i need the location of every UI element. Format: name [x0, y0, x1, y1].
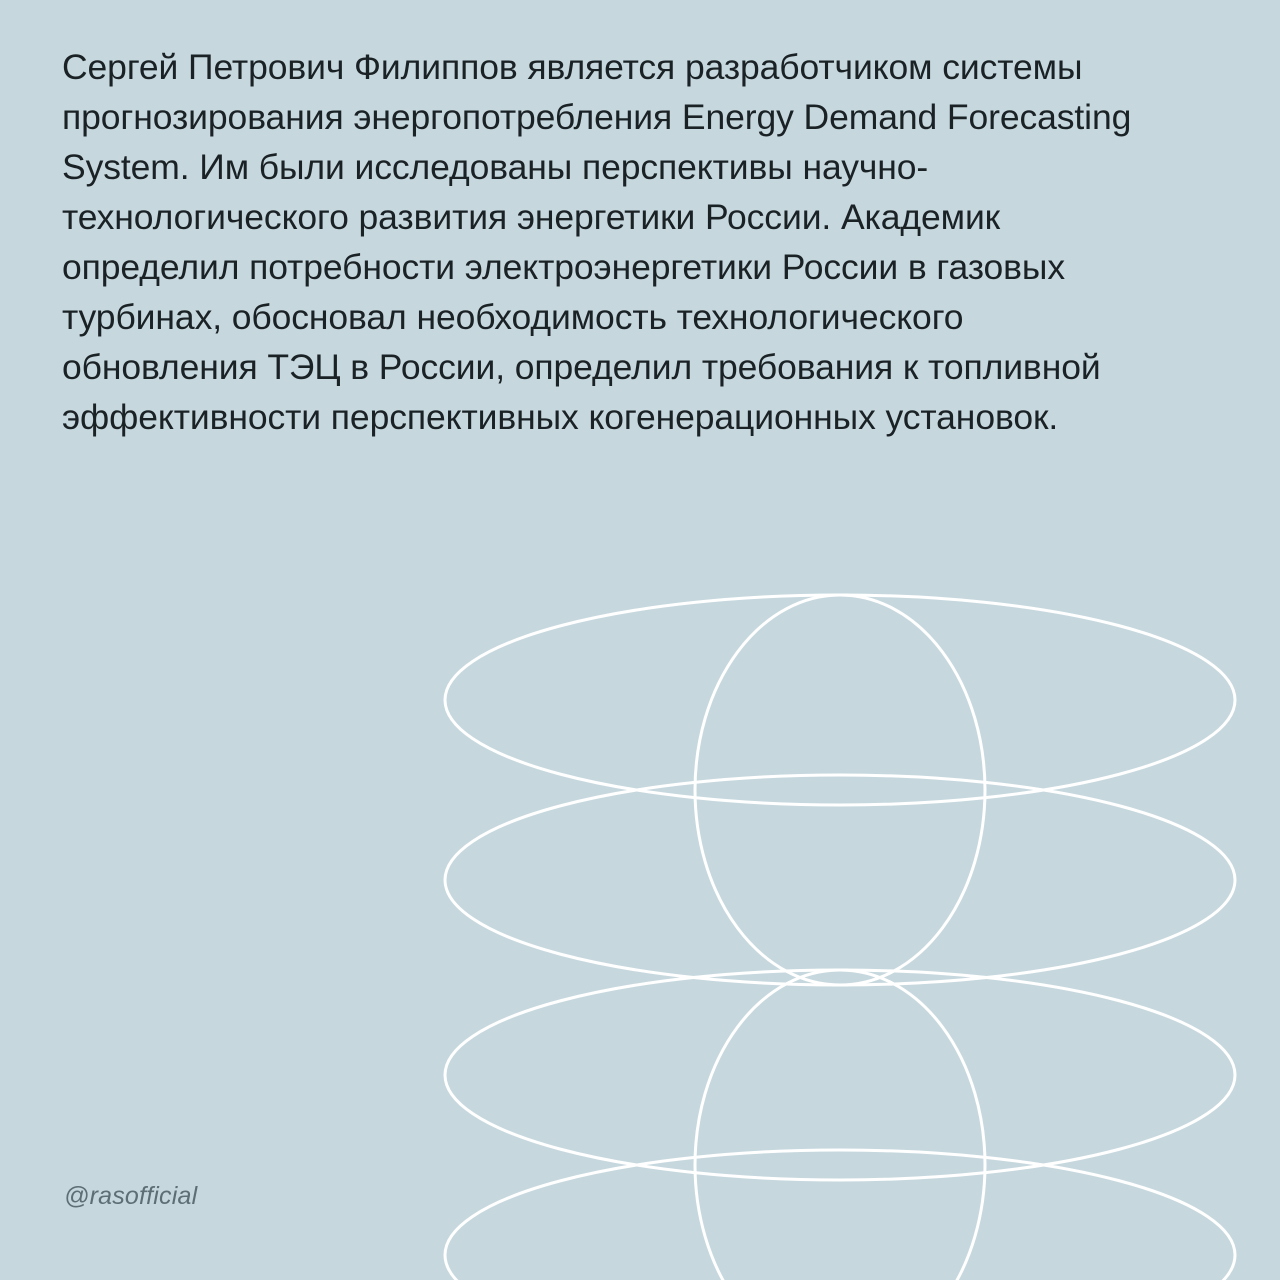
tall-ellipse-1 — [695, 595, 985, 985]
wide-ellipse-3 — [445, 970, 1235, 1180]
wide-ellipse-1 — [445, 595, 1235, 805]
wide-ellipse-2 — [445, 775, 1235, 985]
tall-ellipse-2 — [695, 970, 985, 1280]
social-handle: @rasofficial — [64, 1182, 198, 1210]
body-paragraph: Сергей Петрович Филиппов является разработчиком системы прогнозирования энергопотребления Energy Demand Forecasting System. Им были исследованы перспективы научно-технологического развития энергетики России. Академик определил потребности электроэнергетики России в газовых турбинах, обосновал необходимость технологического обновления ТЭЦ в России, определил требования к топливной эффективности перспективных когенерационных установок. — [62, 47, 1132, 437]
wide-ellipse-4 — [445, 1150, 1235, 1280]
